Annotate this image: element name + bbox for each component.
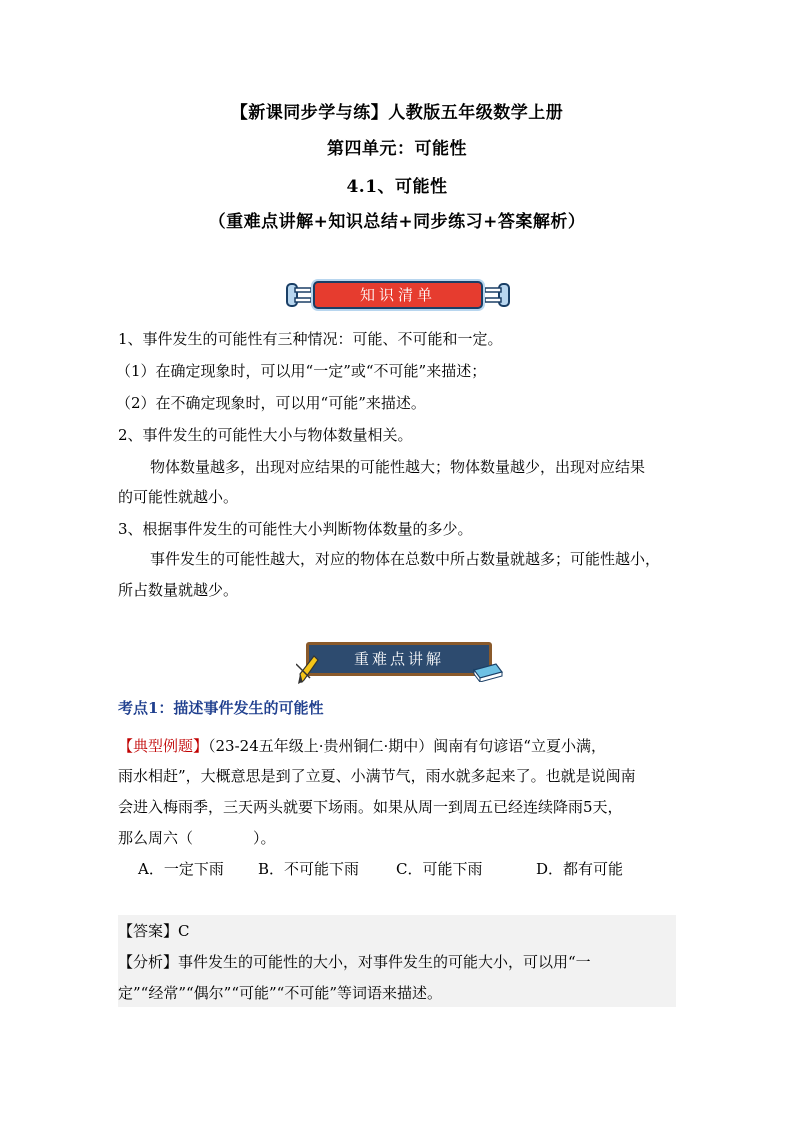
example-line-4: 那么周六（ ）。 [118, 829, 276, 847]
knowledge-line-4: 2、事件发生的可能性大小与物体数量相关。 [118, 426, 413, 444]
banner-left-cap-icon [285, 280, 311, 310]
option-c: C．可能下雨 [396, 860, 483, 878]
option-b: B．不可能下雨 [258, 860, 360, 878]
analysis-line-1: 【分析】事件发生的可能性的大小，对事件发生的可能大小，可以用“一 [118, 953, 591, 971]
banner-board [306, 642, 492, 676]
answer-line: 【答案】C [118, 922, 190, 940]
pencil-icon [296, 652, 322, 686]
main-title: 【新课同步学与练】人教版五年级数学上册 [230, 103, 564, 123]
knowledge-line-1: 1、事件发生的可能性有三种情况：可能、不可能和一定。 [118, 330, 503, 348]
section-title: 4.1、可能性 [346, 177, 448, 197]
option-a: A．一定下雨 [138, 860, 224, 878]
subtitle: （重难点讲解+知识总结+同步练习+答案解析） [208, 212, 586, 232]
banner-label: 重难点讲解 [353, 650, 444, 668]
option-d: D．都有可能 [536, 860, 624, 878]
knowledge-line-7: 3、根据事件发生的可能性大小判断物体数量的多少。 [118, 520, 473, 538]
knowledge-line-6: 的可能性就越小。 [118, 488, 239, 506]
knowledge-line-5: 物体数量越多，出现对应结果的可能性越大；物体数量越少，出现对应结果 [150, 458, 646, 476]
kaodian-heading: 考点1：描述事件发生的可能性 [118, 699, 324, 717]
knowledge-line-8: 事件发生的可能性越大，对应的物体在总数中所占数量就越多；可能性越小， [150, 550, 661, 568]
banner-right-cap-icon [485, 280, 511, 310]
knowledge-line-3: （2）在不确定现象时，可以用“可能”来描述。 [116, 394, 426, 412]
knowledge-line-9: 所占数量就越少。 [118, 581, 239, 599]
analysis-line-2: 定”“经常”“偶尔”“可能”“不可能”等词语来描述。 [118, 984, 443, 1002]
example-line-1 [118, 735, 678, 757]
banner-label: 知识清单 [359, 286, 436, 304]
example-tag: 【典型例题】 [118, 737, 209, 755]
key-points-banner [296, 642, 504, 686]
unit-title: 第四单元：可能性 [327, 139, 467, 159]
knowledge-line-2: （1）在确定现象时，可以用“一定”或“不可能”来描述； [116, 362, 487, 380]
knowledge-list-banner [285, 278, 511, 316]
example-line-3: 会进入梅雨季，三天两头就要下场雨。如果从周一到周五已经连续降雨5天， [118, 798, 623, 816]
example-line-2: 雨水相赶”，大概意思是到了立夏、小满节气，雨水就多起来了。也就是说闽南 [118, 767, 636, 785]
banner-bar [313, 281, 483, 309]
example-text: （23-24五年级上·贵州铜仁·期中）闽南有句谚语“立夏小满， [208, 737, 606, 755]
book-icon [472, 660, 504, 682]
